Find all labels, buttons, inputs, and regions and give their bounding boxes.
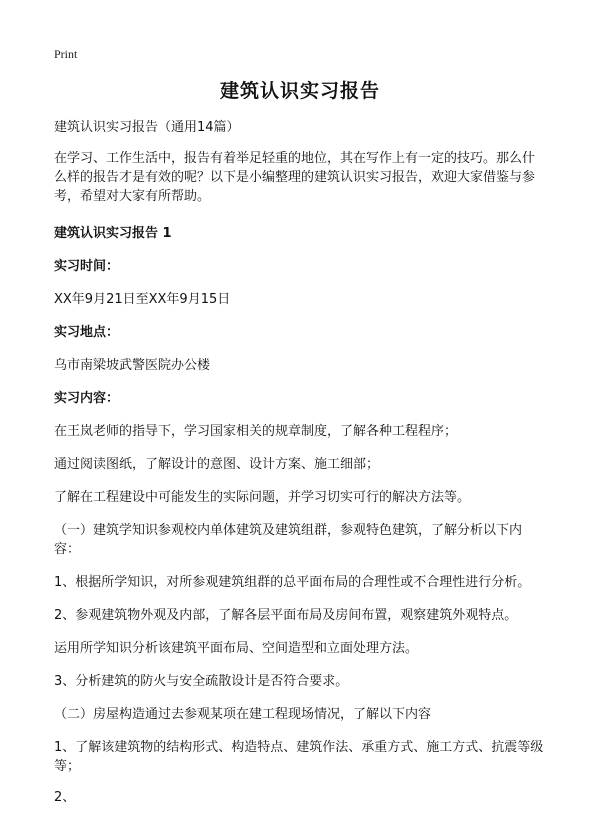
paragraph: 1、根据所学知识，对所参观建筑组群的总平面布局的合理性或不合理性进行分析。 [54, 575, 531, 590]
paragraph: 在王岚老师的指导下，学习国家相关的规章制度，了解各种工程程序； [54, 424, 458, 439]
section-heading: 建筑认识实习报告 1 [54, 226, 172, 241]
paragraph: 在学习、工作生活中，报告有着举足轻重的地位，其在写作上有一定的技巧。那么什么样的报告才是有效的呢？以下是小编整理的建筑认识实习报告，欢迎大家借鉴与参考，希望对大家有所帮助。 [54, 151, 536, 204]
paragraph: （二）房屋构造通过去参观某项在建工程现场情况，了解以下内容 [54, 707, 432, 722]
paragraph: 了解在工程建设中可能发生的实际问题，并学习切实可行的解决方法等。 [54, 490, 471, 505]
paragraph: 乌市南梁坡武警医院办公楼 [54, 358, 211, 373]
section-heading: 实习时间： [54, 259, 120, 274]
paragraph: 2、参观建筑物外观及内部，了解各层平面布局及房间布置，观察建筑外观特点。 [54, 608, 518, 623]
section-heading: 实习地点： [54, 325, 120, 340]
paragraph: 3、分析建筑的防火与安全疏散设计是否符合要求。 [54, 674, 349, 689]
print-link[interactable]: Print [54, 47, 78, 61]
paragraph: 通过阅读图纸，了解设计的意图、设计方案、施工细部； [54, 457, 380, 472]
paragraph: 运用所学知识分析该建筑平面布局、空间造型和立面处理方法。 [54, 641, 419, 656]
paragraph: XX年9月21日至XX年9月15日 [54, 292, 231, 307]
paragraph: 1、了解该建筑物的结构形式、构造特点、建筑作法、承重方式、施工方式、抗震等级等； [54, 740, 544, 774]
paragraph: 2、 [54, 790, 76, 805]
document-body [54, 118, 544, 807]
paragraph: （一）建筑学知识参观校内单体建筑及建筑组群，参观特色建筑，了解分析以下内容： [54, 523, 523, 557]
document-title: 建筑认识实习报告 [219, 80, 380, 102]
paragraph: 建筑认识实习报告（通用14篇） [54, 120, 240, 135]
section-heading: 实习内容： [54, 391, 120, 406]
